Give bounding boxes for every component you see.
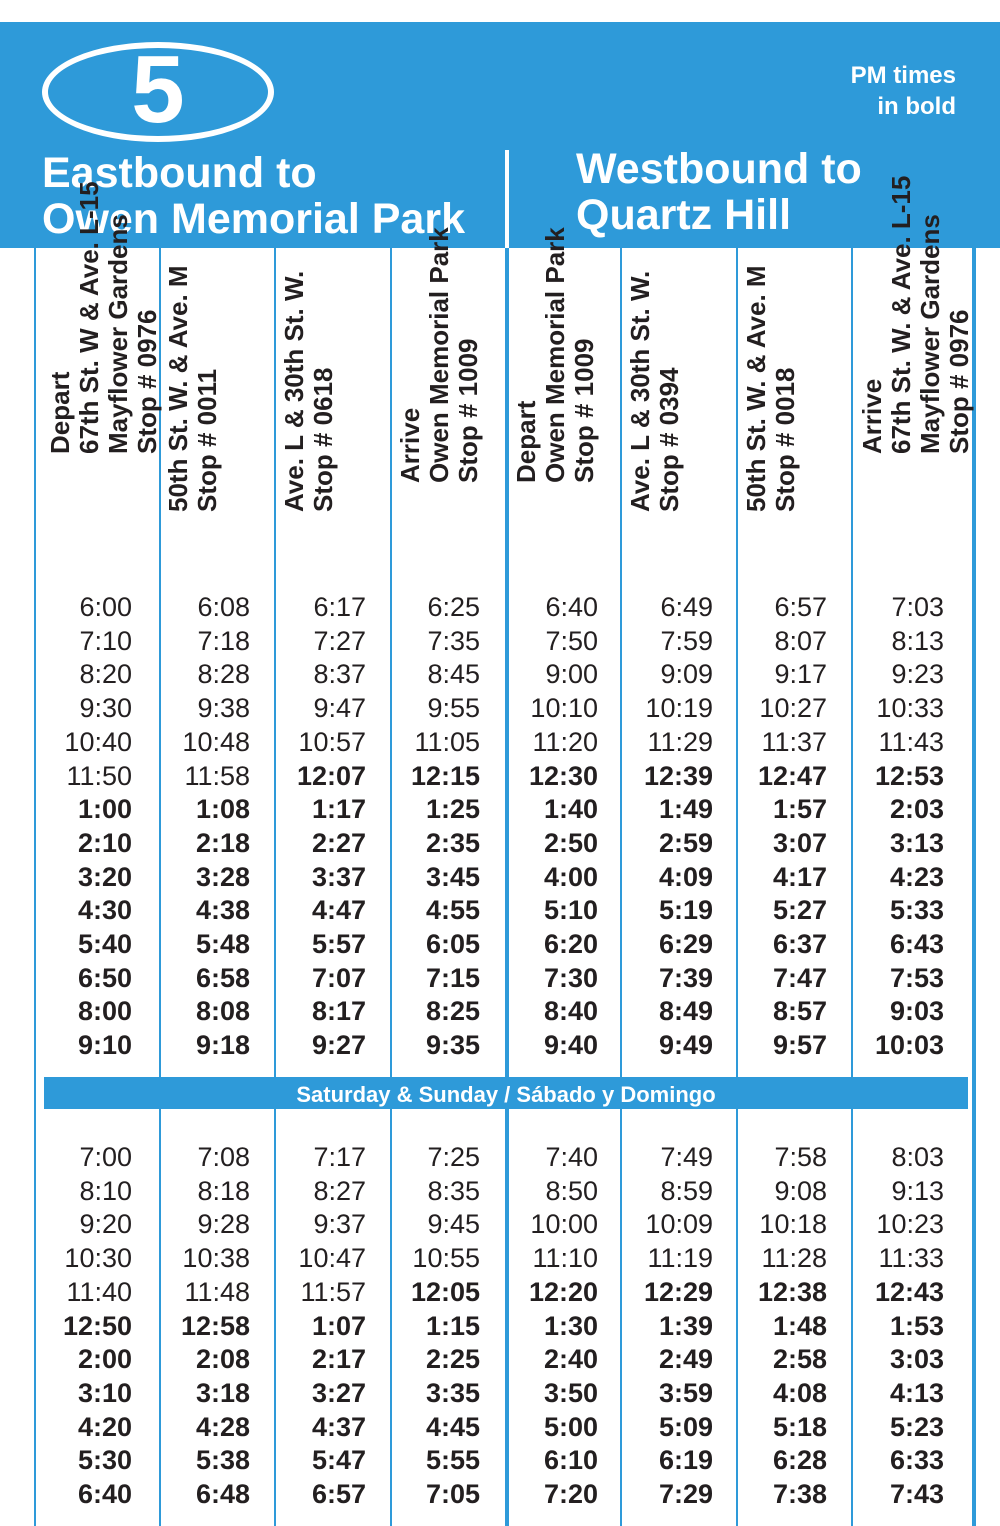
time-cell: 9:55 [427,693,480,724]
time-cell: 7:50 [545,625,598,656]
eastbound-title-line: Owen Memorial Park [42,195,465,243]
time-cell: 7:05 [425,1479,480,1509]
time-cell: 4:30 [77,895,132,926]
column-header-text [512,173,599,483]
schedule-row [0,657,1000,691]
column-header-line: Stop # 0976 [944,309,974,454]
time-cell: 2:25 [425,1344,480,1375]
time-cell: 3:13 [889,827,944,858]
time-cell: 6:58 [195,962,250,993]
time-cell: 9:17 [774,659,827,690]
time-cell: 9:10 [77,1030,132,1061]
time-cell: 7:18 [197,625,250,656]
time-cell: 10:23 [876,1209,944,1240]
time-cell: 12:43 [874,1276,944,1307]
time-cell: 9:45 [427,1209,480,1240]
time-cell: 1:17 [311,794,366,825]
time-cell: 2:58 [772,1344,827,1375]
schedule-row [0,1140,1000,1174]
time-cell: 4:13 [889,1377,944,1408]
column-header-text [280,202,338,512]
time-cell: 7:58 [774,1142,827,1172]
time-cell: 8:59 [660,1175,713,1206]
column-header-line: Depart [511,400,541,483]
time-cell: 9:35 [425,1030,480,1061]
time-cell: 11:33 [878,1243,944,1274]
column-header-line: Arrive [395,407,425,483]
time-cell: 1:49 [658,794,713,825]
time-cell: 3:28 [195,861,250,892]
time-cell: 12:58 [180,1310,250,1341]
schedule-row [0,1028,1000,1062]
time-cell: 1:07 [311,1310,366,1341]
time-cell: 3:20 [77,861,132,892]
time-cell: 12:29 [643,1276,713,1307]
time-cell: 4:08 [772,1377,827,1408]
time-cell: 7:59 [660,625,713,656]
time-cell: 6:40 [77,1479,132,1509]
westbound-title [576,146,862,238]
time-cell: 10:30 [64,1243,132,1274]
time-cell: 6:28 [772,1445,827,1476]
time-cell: 10:18 [759,1209,827,1240]
column-header-text [396,173,483,483]
time-cell: 7:49 [660,1142,713,1172]
time-cell: 2:40 [543,1344,598,1375]
schedule-row [0,759,1000,793]
time-cell: 1:15 [425,1310,480,1341]
time-cell: 11:43 [878,726,944,757]
time-cell: 4:47 [311,895,366,926]
time-cell: 4:37 [311,1411,366,1442]
schedule-row [0,792,1000,826]
time-cell: 7:35 [427,625,480,656]
time-cell: 10:33 [876,693,944,724]
time-cell: 8:50 [545,1175,598,1206]
column-header-text [858,144,974,454]
time-cell: 7:25 [427,1142,480,1172]
column-header [742,260,854,570]
pm-note-line: PM times [850,62,956,89]
schedule-row [0,1309,1000,1343]
time-cell: 7:27 [313,625,366,656]
time-cell: 1:25 [425,794,480,825]
time-cell: 11:29 [647,726,713,757]
time-cell: 5:27 [772,895,827,926]
time-cell: 4:00 [543,861,598,892]
time-cell: 4:45 [425,1411,480,1442]
time-cell: 6:08 [197,592,250,622]
time-cell: 3:35 [425,1377,480,1408]
time-cell: 1:30 [543,1310,598,1341]
column-header-text [46,144,162,454]
time-cell: 10:47 [298,1243,366,1274]
time-cell: 8:10 [79,1175,132,1206]
schedule-row [0,893,1000,927]
time-cell: 9:13 [891,1175,944,1206]
time-cell: 11:58 [184,760,250,791]
time-cell: 1:08 [195,794,250,825]
time-cell: 6:57 [311,1479,366,1509]
time-cell: 7:07 [311,962,366,993]
time-cell: 8:40 [543,996,598,1027]
time-cell: 11:28 [761,1243,827,1274]
time-cell: 2:03 [889,794,944,825]
column-header-line: Mayflower Gardens [103,214,133,454]
time-cell: 5:33 [889,895,944,926]
time-cell: 11:20 [532,726,598,757]
time-cell: 2:08 [195,1344,250,1375]
time-cell: 5:09 [658,1411,713,1442]
weekend-band [44,1077,968,1109]
time-cell: 1:57 [772,794,827,825]
time-cell: 3:27 [311,1377,366,1408]
time-cell: 9:28 [197,1209,250,1240]
time-cell: 12:53 [874,760,944,791]
time-cell: 5:55 [425,1445,480,1476]
time-cell: 8:07 [774,625,827,656]
time-cell: 6:50 [77,962,132,993]
column-header-line: Stop # 0618 [308,367,338,512]
schedule-row [0,624,1000,658]
schedule-row [0,1275,1000,1309]
time-cell: 4:17 [772,861,827,892]
time-cell: 8:35 [427,1175,480,1206]
time-cell: 8:25 [425,996,480,1027]
time-cell: 10:09 [645,1209,713,1240]
time-cell: 7:10 [79,625,132,656]
time-cell: 7:17 [313,1142,366,1172]
weekend-label: Saturday & Sunday / Sábado y Domingo [296,1082,716,1107]
time-cell: 2:59 [658,827,713,858]
time-cell: 6:48 [195,1479,250,1509]
time-cell: 6:33 [889,1445,944,1476]
time-cell: 9:09 [660,659,713,690]
time-cell: 5:00 [543,1411,598,1442]
time-cell: 11:10 [532,1243,598,1274]
column-header [45,181,162,570]
time-cell: 10:27 [759,693,827,724]
column-header [164,260,276,570]
time-cell: 2:50 [543,827,598,858]
column-header-line: Stop # 0394 [654,367,684,512]
time-cell: 1:39 [658,1310,713,1341]
time-cell: 6:43 [889,929,944,959]
time-cell: 4:28 [195,1411,250,1442]
schedule-row [0,961,1000,995]
time-cell: 6:20 [543,929,598,959]
time-cell: 8:37 [313,659,366,690]
time-cell: 10:57 [298,726,366,757]
time-cell: 6:57 [774,592,827,622]
column-header [395,227,508,570]
time-cell: 5:30 [77,1445,132,1476]
time-cell: 12:05 [410,1276,480,1307]
time-cell: 3:50 [543,1377,598,1408]
time-cell: 5:38 [195,1445,250,1476]
time-cell: 7:00 [79,1142,132,1172]
time-cell: 6:49 [660,592,713,622]
time-cell: 9:47 [313,693,366,724]
time-cell: 8:49 [658,996,713,1027]
schedule-row [0,927,1000,961]
time-cell: 3:10 [77,1377,132,1408]
schedule-row [0,1376,1000,1410]
column-header-line: Ave. L & 30th St. W. [625,270,655,512]
time-cell: 2:18 [195,827,250,858]
schedule-row [0,1241,1000,1275]
time-cell: 12:39 [643,760,713,791]
time-cell: 7:15 [425,962,480,993]
time-cell: 8:57 [772,996,827,1027]
column-header-line: 67th St. W & Ave. L-15 [74,181,104,454]
time-cell: 1:53 [889,1310,944,1341]
time-cell: 7:43 [889,1479,944,1509]
time-cell: 11:40 [66,1276,132,1307]
time-cell: 9:23 [891,659,944,690]
time-cell: 9:27 [311,1030,366,1061]
time-cell: 6:40 [545,592,598,622]
column-header-line: Stop # 0011 [192,368,222,512]
column-header-line: Stop # 0018 [770,367,800,512]
time-cell: 8:03 [891,1142,944,1172]
schedule-row [0,1342,1000,1376]
column-header-line: Ave. L & 30th St. W. [279,270,309,512]
time-cell: 6:25 [427,592,480,622]
column-header [626,260,738,570]
time-cell: 12:07 [296,760,366,791]
time-cell: 9:03 [889,996,944,1027]
time-cell: 3:37 [311,861,366,892]
time-cell: 12:38 [757,1276,827,1307]
column-header-line: Stop # 0976 [132,309,162,454]
time-cell: 5:47 [311,1445,366,1476]
time-cell: 2:00 [77,1344,132,1375]
time-cell: 10:19 [645,693,713,724]
time-cell: 9:38 [197,693,250,724]
column-header-text [626,202,684,512]
column-header-line: Stop # 1009 [569,338,599,483]
time-cell: 2:10 [77,827,132,858]
time-cell: 7:08 [197,1142,250,1172]
time-cell: 11:50 [66,760,132,791]
time-cell: 9:37 [313,1209,366,1240]
route-number: 5 [131,36,185,143]
column-header-line: 50th St. W. & Ave. M [163,265,193,512]
time-cell: 7:39 [658,962,713,993]
time-cell: 4:09 [658,861,713,892]
time-cell: 12:15 [410,760,480,791]
time-cell: 10:48 [182,726,250,757]
time-cell: 12:20 [528,1276,598,1307]
time-cell: 7:29 [658,1479,713,1509]
column-header-line: Owen Memorial Park [424,227,454,483]
time-cell: 9:57 [772,1030,827,1061]
time-cell: 5:10 [543,895,598,926]
time-cell: 8:00 [77,996,132,1027]
column-header-line: Stop # 1009 [453,338,483,483]
column-header [511,227,624,570]
time-cell: 8:17 [311,996,366,1027]
time-cell: 6:29 [658,929,713,959]
time-cell: 8:20 [79,659,132,690]
time-cell: 3:59 [658,1377,713,1408]
column-header-line: 67th St. W. & Ave. L-15 [886,175,916,454]
time-cell: 7:47 [772,962,827,993]
column-header-text [742,202,800,512]
time-cell: 9:40 [543,1030,598,1061]
schedule-row [0,590,1000,624]
time-cell: 12:50 [62,1310,132,1341]
schedule-row [0,860,1000,894]
time-cell: 5:23 [889,1411,944,1442]
time-cell: 6:05 [425,929,480,959]
time-cell: 7:38 [772,1479,827,1509]
time-cell: 2:27 [311,827,366,858]
column-header-line: 50th St. W. & Ave. M [741,265,771,512]
time-cell: 2:49 [658,1344,713,1375]
schedule-row [0,691,1000,725]
pm-note-line: in bold [877,93,956,120]
column-header-text [164,202,222,512]
time-cell: 9:49 [658,1030,713,1061]
time-cell: 10:38 [182,1243,250,1274]
time-cell: 6:37 [772,929,827,959]
schedule-row [0,1410,1000,1444]
pm-times-note [736,60,956,122]
time-cell: 1:48 [772,1310,827,1341]
eastbound-title-line: Eastbound to [42,149,317,197]
time-cell: 11:37 [761,726,827,757]
schedule-row [0,1207,1000,1241]
time-cell: 2:17 [311,1344,366,1375]
time-cell: 5:40 [77,929,132,959]
time-cell: 5:57 [311,929,366,959]
time-cell: 7:40 [545,1142,598,1172]
column-header-line: Owen Memorial Park [540,227,570,483]
schedule-row [0,1477,1000,1511]
time-cell: 8:45 [427,659,480,690]
time-cell: 7:53 [889,962,944,993]
schedule-row [0,994,1000,1028]
time-cell: 12:47 [757,760,827,791]
column-header-line: Mayflower Gardens [915,214,945,454]
schedule-row [0,1174,1000,1208]
column-header [280,260,392,570]
time-cell: 4:20 [77,1411,132,1442]
time-cell: 12:30 [528,760,598,791]
time-cell: 5:18 [772,1411,827,1442]
time-cell: 7:20 [543,1479,598,1509]
time-cell: 3:45 [425,861,480,892]
time-cell: 9:30 [79,693,132,724]
time-cell: 9:00 [545,659,598,690]
time-cell: 8:08 [195,996,250,1027]
time-cell: 8:28 [197,659,250,690]
time-cell: 8:27 [313,1175,366,1206]
time-cell: 9:18 [195,1030,250,1061]
time-cell: 10:40 [64,726,132,757]
time-cell: 7:30 [543,962,598,993]
schedule-row [0,826,1000,860]
time-cell: 9:20 [79,1209,132,1240]
schedule-row [0,1443,1000,1477]
time-cell: 4:23 [889,861,944,892]
time-cell: 6:17 [313,592,366,622]
time-cell: 6:10 [543,1445,598,1476]
time-cell: 6:00 [79,592,132,622]
time-cell: 7:03 [891,592,944,622]
time-cell: 5:48 [195,929,250,959]
time-cell: 2:35 [425,827,480,858]
time-cell: 11:48 [184,1276,250,1307]
time-cell: 8:13 [891,625,944,656]
time-cell: 11:19 [647,1243,713,1274]
time-cell: 4:38 [195,895,250,926]
time-cell: 9:08 [774,1175,827,1206]
time-cell: 1:00 [77,794,132,825]
time-cell: 5:19 [658,895,713,926]
time-cell: 6:19 [658,1445,713,1476]
column-header-line: Arrive [857,378,887,454]
column-header [857,175,974,570]
time-cell: 10:00 [530,1209,598,1240]
time-cell: 1:40 [543,794,598,825]
time-cell: 3:07 [772,827,827,858]
time-cell: 8:18 [197,1175,250,1206]
time-cell: 10:55 [412,1243,480,1274]
time-cell: 3:03 [889,1344,944,1375]
time-cell: 10:03 [874,1030,944,1061]
time-cell: 4:55 [425,895,480,926]
westbound-title-line: Westbound to [576,145,862,193]
westbound-title-line: Quartz Hill [576,191,792,239]
time-cell: 11:57 [300,1276,366,1307]
time-cell: 11:05 [414,726,480,757]
time-cell: 3:18 [195,1377,250,1408]
column-header-line: Depart [45,371,75,454]
schedule-row [0,725,1000,759]
time-cell: 10:10 [530,693,598,724]
